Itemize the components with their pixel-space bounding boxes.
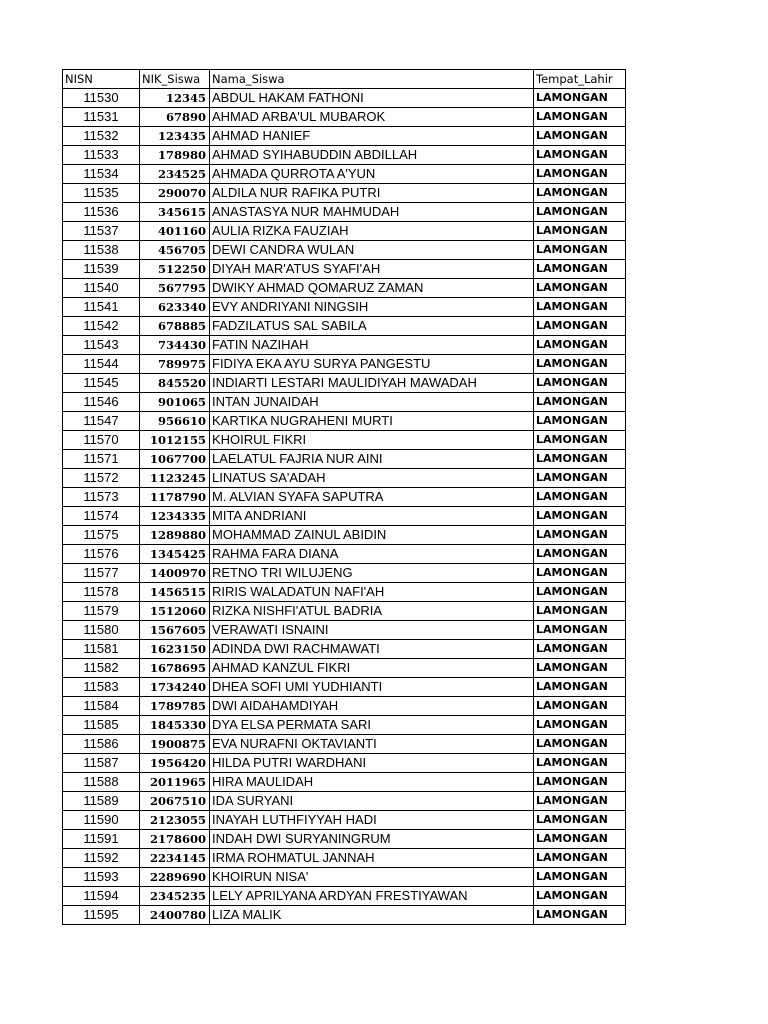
cell-nik-siswa: 734430 bbox=[140, 336, 210, 355]
cell-nisn: 11593 bbox=[63, 868, 140, 887]
table-row bbox=[63, 830, 626, 849]
table-row bbox=[63, 906, 626, 925]
cell-nisn: 11541 bbox=[63, 298, 140, 317]
cell-tempat-lahir: LAMONGAN bbox=[534, 735, 626, 754]
cell-nisn: 11540 bbox=[63, 279, 140, 298]
table-row bbox=[63, 241, 626, 260]
cell-tempat-lahir: LAMONGAN bbox=[534, 374, 626, 393]
cell-nama-siswa: RIRIS WALADATUN NAFI'AH bbox=[210, 583, 534, 602]
cell-nik-siswa: 1289880 bbox=[140, 526, 210, 545]
cell-nama-siswa: IDA SURYANI bbox=[210, 792, 534, 811]
table-row bbox=[63, 887, 626, 906]
cell-tempat-lahir: LAMONGAN bbox=[534, 488, 626, 507]
cell-nik-siswa: 1512060 bbox=[140, 602, 210, 621]
cell-nisn: 11574 bbox=[63, 507, 140, 526]
cell-nik-siswa: 1012155 bbox=[140, 431, 210, 450]
cell-nik-siswa: 1678695 bbox=[140, 659, 210, 678]
cell-nik-siswa: 2067510 bbox=[140, 792, 210, 811]
cell-nik-siswa: 1345425 bbox=[140, 545, 210, 564]
cell-tempat-lahir: LAMONGAN bbox=[534, 241, 626, 260]
table-row bbox=[63, 431, 626, 450]
table-row bbox=[63, 374, 626, 393]
cell-nama-siswa: INDIARTI LESTARI MAULIDIYAH MAWADAH bbox=[210, 374, 534, 393]
cell-nik-siswa: 567795 bbox=[140, 279, 210, 298]
table-row bbox=[63, 583, 626, 602]
cell-nik-siswa: 2345235 bbox=[140, 887, 210, 906]
cell-nisn: 11586 bbox=[63, 735, 140, 754]
table-row bbox=[63, 849, 626, 868]
table-row bbox=[63, 355, 626, 374]
header-nik-siswa: NIK_Siswa bbox=[140, 70, 210, 89]
cell-nik-siswa: 1178790 bbox=[140, 488, 210, 507]
cell-nisn: 11587 bbox=[63, 754, 140, 773]
table-row bbox=[63, 108, 626, 127]
cell-nisn: 11580 bbox=[63, 621, 140, 640]
cell-nama-siswa: AHMAD ARBA'UL MUBAROK bbox=[210, 108, 534, 127]
cell-nisn: 11570 bbox=[63, 431, 140, 450]
header-nama-siswa: Nama_Siswa bbox=[210, 70, 534, 89]
cell-nisn: 11577 bbox=[63, 564, 140, 583]
cell-nisn: 11588 bbox=[63, 773, 140, 792]
cell-nama-siswa: RAHMA FARA DIANA bbox=[210, 545, 534, 564]
cell-nama-siswa: KARTIKA NUGRAHENI MURTI bbox=[210, 412, 534, 431]
cell-nisn: 11576 bbox=[63, 545, 140, 564]
table-row bbox=[63, 678, 626, 697]
cell-nisn: 11543 bbox=[63, 336, 140, 355]
cell-nisn: 11594 bbox=[63, 887, 140, 906]
cell-nisn: 11585 bbox=[63, 716, 140, 735]
cell-tempat-lahir: LAMONGAN bbox=[534, 146, 626, 165]
cell-nama-siswa: FIDIYA EKA AYU SURYA PANGESTU bbox=[210, 355, 534, 374]
cell-nisn: 11535 bbox=[63, 184, 140, 203]
cell-nik-siswa: 234525 bbox=[140, 165, 210, 184]
cell-tempat-lahir: LAMONGAN bbox=[534, 716, 626, 735]
cell-nisn: 11584 bbox=[63, 697, 140, 716]
cell-tempat-lahir: LAMONGAN bbox=[534, 412, 626, 431]
cell-nisn: 11545 bbox=[63, 374, 140, 393]
cell-tempat-lahir: LAMONGAN bbox=[534, 260, 626, 279]
cell-nik-siswa: 1234335 bbox=[140, 507, 210, 526]
cell-nama-siswa: DHEA SOFI UMI YUDHIANTI bbox=[210, 678, 534, 697]
cell-tempat-lahir: LAMONGAN bbox=[534, 317, 626, 336]
table-row bbox=[63, 716, 626, 735]
cell-nama-siswa: AHMAD SYIHABUDDIN ABDILLAH bbox=[210, 146, 534, 165]
cell-nama-siswa: AULIA RIZKA FAUZIAH bbox=[210, 222, 534, 241]
cell-nama-siswa: DWI AIDAHAMDIYAH bbox=[210, 697, 534, 716]
cell-nik-siswa: 178980 bbox=[140, 146, 210, 165]
cell-tempat-lahir: LAMONGAN bbox=[534, 678, 626, 697]
cell-tempat-lahir: LAMONGAN bbox=[534, 127, 626, 146]
cell-nama-siswa: DYA ELSA PERMATA SARI bbox=[210, 716, 534, 735]
cell-nik-siswa: 12345 bbox=[140, 89, 210, 108]
table-row bbox=[63, 792, 626, 811]
cell-tempat-lahir: LAMONGAN bbox=[534, 355, 626, 374]
cell-nik-siswa: 901065 bbox=[140, 393, 210, 412]
cell-tempat-lahir: LAMONGAN bbox=[534, 792, 626, 811]
cell-nama-siswa: ABDUL HAKAM FATHONI bbox=[210, 89, 534, 108]
table-row bbox=[63, 336, 626, 355]
table-row bbox=[63, 488, 626, 507]
cell-tempat-lahir: LAMONGAN bbox=[534, 830, 626, 849]
table-row bbox=[63, 564, 626, 583]
cell-nisn: 11571 bbox=[63, 450, 140, 469]
cell-nisn: 11579 bbox=[63, 602, 140, 621]
cell-tempat-lahir: LAMONGAN bbox=[534, 621, 626, 640]
cell-nisn: 11595 bbox=[63, 906, 140, 925]
cell-nik-siswa: 1900875 bbox=[140, 735, 210, 754]
table-row bbox=[63, 469, 626, 488]
table-row bbox=[63, 602, 626, 621]
cell-tempat-lahir: LAMONGAN bbox=[534, 431, 626, 450]
cell-nama-siswa: LIZA MALIK bbox=[210, 906, 534, 925]
cell-nik-siswa: 1623150 bbox=[140, 640, 210, 659]
cell-nama-siswa: MITA ANDRIANI bbox=[210, 507, 534, 526]
cell-tempat-lahir: LAMONGAN bbox=[534, 773, 626, 792]
cell-tempat-lahir: LAMONGAN bbox=[534, 279, 626, 298]
cell-nisn: 11530 bbox=[63, 89, 140, 108]
cell-nama-siswa: AHMADA QURROTA A'YUN bbox=[210, 165, 534, 184]
cell-tempat-lahir: LAMONGAN bbox=[534, 564, 626, 583]
table-row bbox=[63, 260, 626, 279]
cell-tempat-lahir: LAMONGAN bbox=[534, 203, 626, 222]
cell-tempat-lahir: LAMONGAN bbox=[534, 393, 626, 412]
cell-nama-siswa: INAYAH LUTHFIYYAH HADI bbox=[210, 811, 534, 830]
cell-nik-siswa: 1067700 bbox=[140, 450, 210, 469]
cell-nisn: 11533 bbox=[63, 146, 140, 165]
cell-nama-siswa: EVY ANDRIYANI NINGSIH bbox=[210, 298, 534, 317]
cell-nisn: 11572 bbox=[63, 469, 140, 488]
cell-nama-siswa: EVA NURAFNI OKTAVIANTI bbox=[210, 735, 534, 754]
table-row bbox=[63, 279, 626, 298]
table-row bbox=[63, 146, 626, 165]
cell-nisn: 11591 bbox=[63, 830, 140, 849]
cell-nisn: 11575 bbox=[63, 526, 140, 545]
student-table bbox=[62, 69, 626, 925]
table-row bbox=[63, 773, 626, 792]
table-row bbox=[63, 393, 626, 412]
cell-nama-siswa: DWIKY AHMAD QOMARUZ ZAMAN bbox=[210, 279, 534, 298]
cell-nik-siswa: 1123245 bbox=[140, 469, 210, 488]
cell-nisn: 11573 bbox=[63, 488, 140, 507]
cell-nik-siswa: 1567605 bbox=[140, 621, 210, 640]
table-row bbox=[63, 621, 626, 640]
cell-tempat-lahir: LAMONGAN bbox=[534, 754, 626, 773]
table-row bbox=[63, 640, 626, 659]
cell-nama-siswa: IRMA ROHMATUL JANNAH bbox=[210, 849, 534, 868]
cell-nama-siswa: LELY APRILYANA ARDYAN FRESTIYAWAN bbox=[210, 887, 534, 906]
cell-nama-siswa: FADZILATUS SAL SABILA bbox=[210, 317, 534, 336]
cell-nik-siswa: 623340 bbox=[140, 298, 210, 317]
cell-nama-siswa: AHMAD HANIEF bbox=[210, 127, 534, 146]
cell-nama-siswa: ALDILA NUR RAFIKA PUTRI bbox=[210, 184, 534, 203]
cell-nisn: 11590 bbox=[63, 811, 140, 830]
cell-nik-siswa: 845520 bbox=[140, 374, 210, 393]
cell-tempat-lahir: LAMONGAN bbox=[534, 602, 626, 621]
cell-nik-siswa: 290070 bbox=[140, 184, 210, 203]
cell-nama-siswa: KHOIRUN NISA' bbox=[210, 868, 534, 887]
cell-nik-siswa: 123435 bbox=[140, 127, 210, 146]
cell-nik-siswa: 2234145 bbox=[140, 849, 210, 868]
header-row bbox=[63, 70, 626, 89]
cell-nisn: 11531 bbox=[63, 108, 140, 127]
cell-nisn: 11544 bbox=[63, 355, 140, 374]
cell-nik-siswa: 2178600 bbox=[140, 830, 210, 849]
cell-nisn: 11589 bbox=[63, 792, 140, 811]
cell-tempat-lahir: LAMONGAN bbox=[534, 184, 626, 203]
cell-tempat-lahir: LAMONGAN bbox=[534, 526, 626, 545]
cell-nisn: 11583 bbox=[63, 678, 140, 697]
cell-nisn: 11578 bbox=[63, 583, 140, 602]
cell-tempat-lahir: LAMONGAN bbox=[534, 849, 626, 868]
cell-nisn: 11539 bbox=[63, 260, 140, 279]
cell-tempat-lahir: LAMONGAN bbox=[534, 89, 626, 108]
table-row bbox=[63, 507, 626, 526]
table-row bbox=[63, 89, 626, 108]
cell-nik-siswa: 1734240 bbox=[140, 678, 210, 697]
cell-nik-siswa: 2123055 bbox=[140, 811, 210, 830]
cell-tempat-lahir: LAMONGAN bbox=[534, 545, 626, 564]
cell-nama-siswa: AHMAD KANZUL FIKRI bbox=[210, 659, 534, 678]
table-row bbox=[63, 298, 626, 317]
cell-nik-siswa: 512250 bbox=[140, 260, 210, 279]
cell-tempat-lahir: LAMONGAN bbox=[534, 640, 626, 659]
cell-nama-siswa: LINATUS SA'ADAH bbox=[210, 469, 534, 488]
cell-nama-siswa: M. ALVIAN SYAFA SAPUTRA bbox=[210, 488, 534, 507]
cell-nama-siswa: KHOIRUL FIKRI bbox=[210, 431, 534, 450]
cell-nisn: 11582 bbox=[63, 659, 140, 678]
cell-tempat-lahir: LAMONGAN bbox=[534, 868, 626, 887]
cell-nama-siswa: FATIN NAZIHAH bbox=[210, 336, 534, 355]
table-row bbox=[63, 659, 626, 678]
table-row bbox=[63, 697, 626, 716]
cell-tempat-lahir: LAMONGAN bbox=[534, 887, 626, 906]
cell-tempat-lahir: LAMONGAN bbox=[534, 507, 626, 526]
cell-nisn: 11536 bbox=[63, 203, 140, 222]
cell-nisn: 11534 bbox=[63, 165, 140, 184]
cell-tempat-lahir: LAMONGAN bbox=[534, 298, 626, 317]
cell-nisn: 11547 bbox=[63, 412, 140, 431]
table-row bbox=[63, 127, 626, 146]
cell-nik-siswa: 2400780 bbox=[140, 906, 210, 925]
cell-nama-siswa: VERAWATI ISNAINI bbox=[210, 621, 534, 640]
cell-tempat-lahir: LAMONGAN bbox=[534, 583, 626, 602]
table-row bbox=[63, 165, 626, 184]
cell-nisn: 11581 bbox=[63, 640, 140, 659]
cell-tempat-lahir: LAMONGAN bbox=[534, 906, 626, 925]
cell-nama-siswa: MOHAMMAD ZAINUL ABIDIN bbox=[210, 526, 534, 545]
cell-nik-siswa: 1845330 bbox=[140, 716, 210, 735]
cell-tempat-lahir: LAMONGAN bbox=[534, 697, 626, 716]
cell-nik-siswa: 1956420 bbox=[140, 754, 210, 773]
table-row bbox=[63, 735, 626, 754]
table-row bbox=[63, 203, 626, 222]
cell-tempat-lahir: LAMONGAN bbox=[534, 165, 626, 184]
table-row bbox=[63, 811, 626, 830]
table-row bbox=[63, 184, 626, 203]
cell-nama-siswa: INDAH DWI SURYANINGRUM bbox=[210, 830, 534, 849]
cell-nama-siswa: DEWI CANDRA WULAN bbox=[210, 241, 534, 260]
cell-nisn: 11537 bbox=[63, 222, 140, 241]
cell-nik-siswa: 789975 bbox=[140, 355, 210, 374]
cell-tempat-lahir: LAMONGAN bbox=[534, 336, 626, 355]
cell-nama-siswa: ANASTASYA NUR MAHMUDAH bbox=[210, 203, 534, 222]
cell-nisn: 11538 bbox=[63, 241, 140, 260]
table-row bbox=[63, 412, 626, 431]
table-row bbox=[63, 545, 626, 564]
cell-nama-siswa: RETNO TRI WILUJENG bbox=[210, 564, 534, 583]
cell-nik-siswa: 678885 bbox=[140, 317, 210, 336]
table-row bbox=[63, 317, 626, 336]
cell-nama-siswa: HILDA PUTRI WARDHANI bbox=[210, 754, 534, 773]
cell-nik-siswa: 456705 bbox=[140, 241, 210, 260]
header-nisn: NISN bbox=[63, 70, 140, 89]
cell-tempat-lahir: LAMONGAN bbox=[534, 811, 626, 830]
cell-nama-siswa: ADINDA DWI RACHMAWATI bbox=[210, 640, 534, 659]
cell-nisn: 11532 bbox=[63, 127, 140, 146]
cell-nisn: 11542 bbox=[63, 317, 140, 336]
cell-nik-siswa: 1789785 bbox=[140, 697, 210, 716]
cell-nik-siswa: 67890 bbox=[140, 108, 210, 127]
cell-nik-siswa: 1400970 bbox=[140, 564, 210, 583]
cell-nik-siswa: 401160 bbox=[140, 222, 210, 241]
cell-nik-siswa: 2011965 bbox=[140, 773, 210, 792]
table-row bbox=[63, 868, 626, 887]
cell-nama-siswa: RIZKA NISHFI'ATUL BADRIA bbox=[210, 602, 534, 621]
cell-nik-siswa: 2289690 bbox=[140, 868, 210, 887]
cell-nama-siswa: INTAN JUNAIDAH bbox=[210, 393, 534, 412]
cell-tempat-lahir: LAMONGAN bbox=[534, 222, 626, 241]
cell-nisn: 11592 bbox=[63, 849, 140, 868]
cell-tempat-lahir: LAMONGAN bbox=[534, 450, 626, 469]
table-row bbox=[63, 222, 626, 241]
cell-nama-siswa: DIYAH MAR'ATUS SYAFI'AH bbox=[210, 260, 534, 279]
cell-nik-siswa: 956610 bbox=[140, 412, 210, 431]
header-tempat-lahir: Tempat_Lahir bbox=[534, 70, 626, 89]
cell-tempat-lahir: LAMONGAN bbox=[534, 659, 626, 678]
cell-nik-siswa: 1456515 bbox=[140, 583, 210, 602]
cell-nisn: 11546 bbox=[63, 393, 140, 412]
cell-nama-siswa: HIRA MAULIDAH bbox=[210, 773, 534, 792]
cell-nama-siswa: LAELATUL FAJRIA NUR AINI bbox=[210, 450, 534, 469]
table-row bbox=[63, 450, 626, 469]
cell-tempat-lahir: LAMONGAN bbox=[534, 469, 626, 488]
cell-tempat-lahir: LAMONGAN bbox=[534, 108, 626, 127]
table-row bbox=[63, 754, 626, 773]
cell-nik-siswa: 345615 bbox=[140, 203, 210, 222]
table-row bbox=[63, 526, 626, 545]
